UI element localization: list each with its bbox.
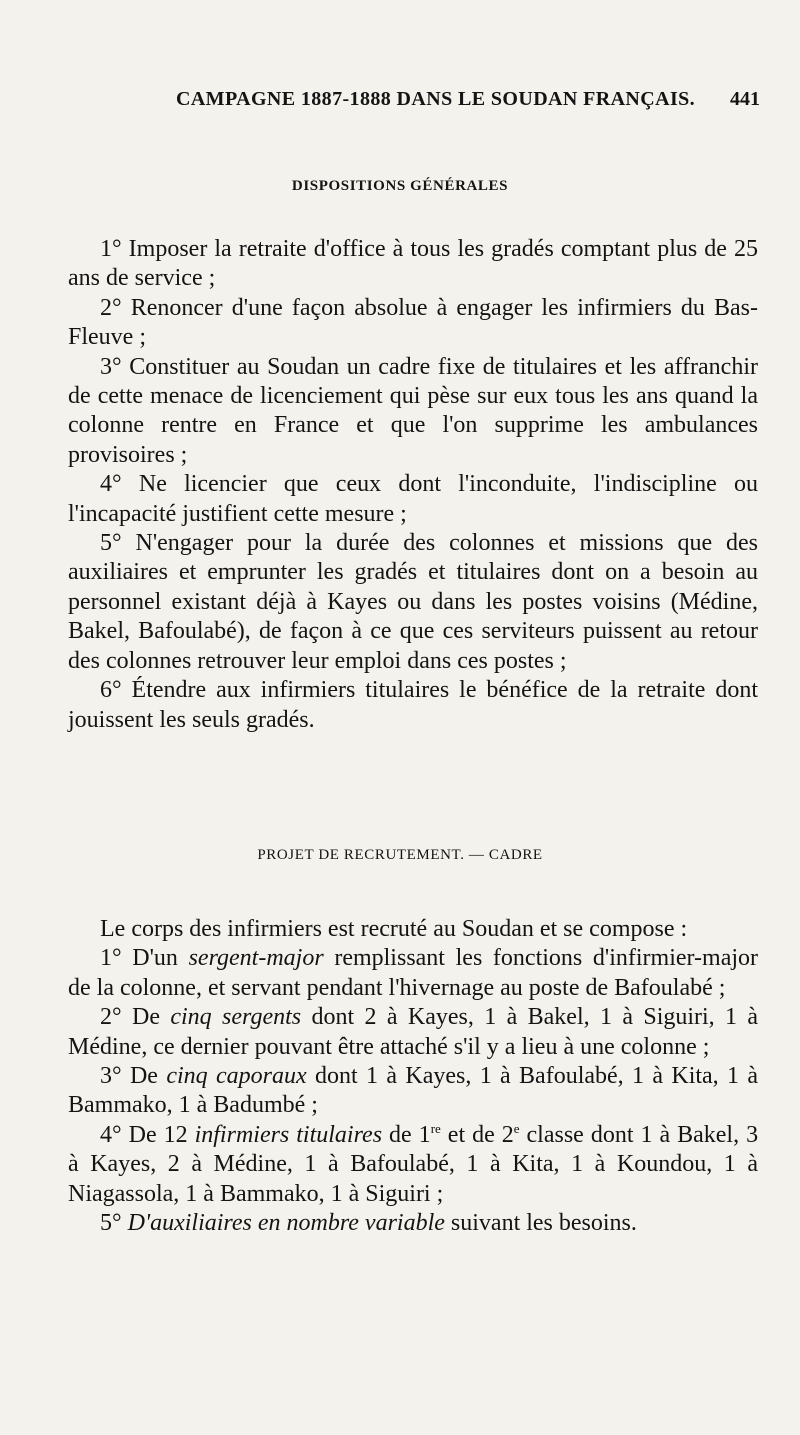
item-text: dont 1 à Kayes, 1 à Bafoulabé, 1 à Kita, 1 à Bammako, 1 à Badumbé ;	[68, 1063, 759, 1119]
item-text: suivant les besoins.	[450, 1210, 637, 1237]
page-number: 441	[730, 88, 760, 110]
item-text: classe dont 1 à Bakel, 3 à Kayes, 2 à Médine, 1 à Bafoulabé, 1 à Kita, 1 à Koundou, 1 à Niagassola, 1 à Bammako, 1 à Siguiri ;	[68, 1121, 759, 1207]
list-item	[68, 294, 758, 353]
item-text-lead: De	[129, 1063, 158, 1090]
item-text-lead: De	[131, 1004, 160, 1031]
item-text: Constituer au Soudan un cadre fixe de titulaires et les affranchir de cette menace de licenciement qui pèse sur eux tous les ans quand la colonne rentre en France et que l'on supprime les ambulances provisoires ;	[68, 353, 758, 468]
list-item	[68, 676, 758, 735]
item-text-lead: De 12	[128, 1121, 188, 1148]
item-number: 2°	[100, 294, 122, 321]
item-number: 1°	[100, 945, 122, 972]
intro-paragraph: Le corps des infirmiers est recruté au Soudan et se compose :	[100, 916, 688, 942]
item-text-italic: D'auxiliaires en nombre variable	[127, 1210, 445, 1237]
item-number: 4°	[100, 471, 122, 498]
section-heading-general-provisions: DISPOSITIONS GÉNÉRALES	[291, 178, 509, 194]
list-item	[68, 1209, 758, 1238]
item-number: 2°	[100, 1004, 122, 1031]
item-number: 3°	[100, 1063, 122, 1090]
section-heading-recruitment: PROJET DE RECRUTEMENT. — CADRE	[257, 847, 543, 863]
item-number: 5°	[100, 1210, 122, 1237]
item-text: de 1	[389, 1121, 431, 1148]
item-number: 1°	[100, 236, 122, 262]
item-text: dont 2 à Kayes, 1 à Bakel, 1 à Siguiri, 1 à Médine, ce dernier pouvant être attaché s'il y a lieu à une colonne ;	[68, 1004, 759, 1060]
superscript: e	[513, 1120, 520, 1136]
general-provisions-list	[68, 235, 758, 735]
item-text: Imposer la retraite d'office à tous les gradés comptant plus de 25 ans de service ;	[68, 236, 758, 292]
item-text: Étendre aux infirmiers titulaires le bénéfice de la retraite dont jouissent les seuls gradés.	[68, 677, 758, 733]
list-item	[68, 1062, 758, 1121]
item-number: 4°	[100, 1121, 122, 1148]
item-text: Ne licencier que ceux dont l'inconduite, l'indiscipline ou l'incapacité justifient cette mesure ;	[68, 471, 759, 527]
item-text: et de 2	[447, 1121, 514, 1148]
item-text: N'engager pour la durée des colonnes et missions que des auxiliaires et emprunter les gradés et titulaires dont on a besoin au personnel existant déjà à Kayes ou dans les postes voisins (Médine, Bakel, Bafoulabé), de façon à ce que ces serviteurs puissent au retour des colonnes retrouver leur emploi dans ces postes ;	[68, 530, 758, 674]
list-item	[68, 470, 758, 529]
item-text-italic: cinq sergents	[170, 1004, 302, 1031]
list-item	[68, 235, 758, 294]
superscript: re	[430, 1120, 441, 1136]
item-number: 3°	[100, 353, 122, 380]
running-title: CAMPAGNE 1887-1888 DANS LE SOUDAN FRANÇAIS.	[176, 88, 696, 110]
item-number: 5°	[100, 530, 122, 557]
recruitment-list	[68, 915, 758, 1238]
item-text-italic: infirmiers titulaires	[194, 1121, 383, 1148]
item-text-lead: D'un	[132, 945, 178, 972]
list-item	[68, 529, 758, 676]
item-text: remplissant les fonctions d'infirmier-major de la colonne, et servant pendant l'hivernage au poste de Bafoulabé ;	[68, 945, 759, 1001]
list-item	[68, 1003, 758, 1062]
list-item	[68, 353, 758, 471]
item-number: 6°	[100, 677, 122, 704]
item-text: Renoncer d'une façon absolue à engager les infirmiers du Bas-Fleuve ;	[68, 294, 759, 351]
list-item	[68, 944, 758, 1003]
list-item	[68, 1121, 758, 1209]
item-text-italic: sergent-major	[188, 945, 324, 972]
running-head	[60, 88, 760, 118]
item-text-italic: cinq caporaux	[166, 1063, 307, 1090]
